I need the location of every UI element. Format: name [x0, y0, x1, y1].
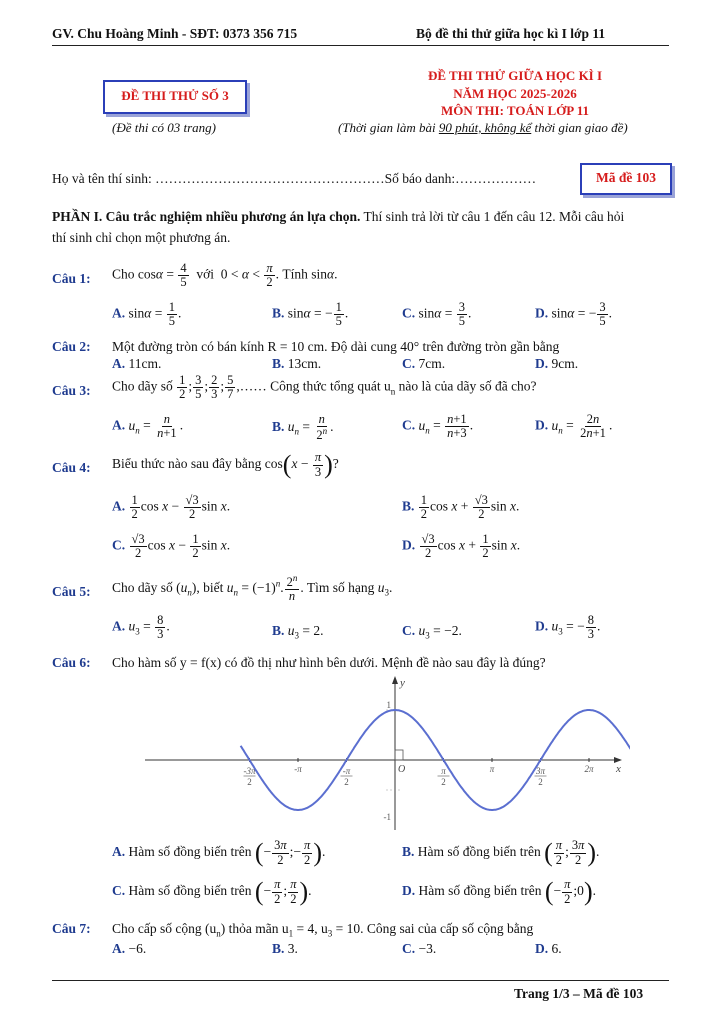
- q3-option-a[interactable]: A. $u_n$ = $\frac{n}{n+1}$ .: [112, 412, 184, 441]
- q3-label: Câu 3:: [52, 383, 91, 398]
- exam-title: ĐỀ THI THỬ GIỮA HỌC KÌ I: [427, 68, 603, 83]
- x-tick-label-den: 2: [247, 777, 252, 787]
- q7-option-c[interactable]: C. −3.: [402, 941, 437, 956]
- q4-text: Biểu thức nào sau đây bằng cos(x − $\frac{\pi}{3}$ )?: [112, 450, 339, 479]
- exam-code: Mã đề 103: [596, 170, 656, 185]
- q7-label: Câu 7:: [52, 921, 91, 936]
- q2-option-a[interactable]: A. 11cm.: [112, 356, 162, 371]
- exam-number: ĐỀ THI THỬ SỐ 3: [121, 88, 229, 103]
- q1-option-d[interactable]: D. sinα = − $\frac{3}{5}$ .: [535, 300, 612, 329]
- subject: MÔN THI: TOÁN LỚP 11: [440, 103, 590, 118]
- q1-text: Cho cosα = $\frac{4}{5}$ với 0 < α < $\frac{\pi}{2}$ . Tính sinα.: [112, 261, 338, 290]
- y-axis-label: y: [400, 677, 405, 689]
- part1-desc: thí sinh chỉ chọn một phương án.: [52, 230, 231, 245]
- q6-graph: [140, 672, 630, 837]
- q6-text: Cho hàm số y = f(x) có đồ thị như hình bên dưới. Mệnh đề nào sau đây là đúng?: [112, 655, 546, 670]
- q6-label: Câu 6:: [52, 655, 91, 670]
- q2-option-b[interactable]: B. 13cm.: [272, 356, 322, 371]
- q1-label: Câu 1:: [52, 271, 91, 286]
- q7-option-a[interactable]: A. −6.: [112, 941, 147, 956]
- q5-option-c[interactable]: C. $u_3 = -2$.: [402, 623, 462, 641]
- q3-option-c[interactable]: C. $u_n$ = $\frac{n+1}{n+3}$ .: [402, 412, 474, 441]
- q5-option-b[interactable]: B. $u_3 = 2$.: [272, 623, 324, 641]
- header-author: GV. Chu Hoàng Minh - SĐT: 0373 356 715: [52, 26, 298, 41]
- q6-option-b[interactable]: B. Hàm số đồng biến trên ( $\frac{\pi}{2}$ ; $\frac{3\pi}{2}$ ).: [402, 838, 600, 867]
- q3-option-d[interactable]: D. $u_n$ = $\frac{2n}{2n+1}$ .: [535, 412, 613, 441]
- header-series: Bộ đề thi thử giữa học kì I lớp 11: [416, 26, 606, 41]
- q3-option-b[interactable]: B. $u_n$ = $\frac{n}{2^n}$ .: [272, 412, 334, 443]
- q7-option-d[interactable]: D. 6.: [535, 941, 562, 956]
- q4-label: Câu 4:: [52, 460, 91, 475]
- q2-text: Một đường tròn có bán kính R = 10 cm. Độ dài cung 40° trên đường tròn gần bằng: [112, 339, 560, 354]
- q5-label: Câu 5:: [52, 584, 91, 599]
- q6-option-c[interactable]: C. Hàm số đồng biến trên (− $\frac{\pi}{2}$ ; $\frac{\pi}{2}$ ).: [112, 877, 312, 906]
- q6-option-a[interactable]: A. Hàm số đồng biến trên (− $\frac{3\pi}{2}$ ;− $\frac{\pi}{2}$ ).: [112, 838, 326, 867]
- x-tick-label: -π: [342, 766, 351, 776]
- q4-option-c[interactable]: C. $\frac{√3}{2}$ cos x − $\frac{1}{2}$ sin x.: [112, 532, 231, 561]
- q7-text: Cho cấp số cộng $(u_n)$ thỏa mãn $u_1 = 4$, $u_3 = 10$. Công sai của cấp số cộng bằng: [112, 921, 534, 939]
- q6-option-d[interactable]: D. Hàm số đồng biến trên (− $\frac{\pi}{2}$ ;0).: [402, 877, 596, 906]
- right-angle-mark: [395, 750, 403, 760]
- student-info-line: Họ và tên thí sinh: ……………………………………………Số báo danh:………………: [52, 171, 537, 186]
- q1-option-c[interactable]: C. sinα = $\frac{3}{5}$ .: [402, 300, 472, 329]
- q2-option-c[interactable]: C. 7cm.: [402, 356, 446, 371]
- q3-text: Cho dãy số $\frac{1}{2}$ ; $\frac{3}{5}$ ; $\frac{2}{3}$ ; $\frac{5}{7}$ ,…… Công thức tổng quát $u_n$ nào là của dãy số đã cho?: [112, 373, 537, 402]
- x-tick-label: -π: [294, 764, 302, 774]
- part1-heading: PHẦN I. Câu trắc nghiệm nhiều phương án lựa chọn. Thí sinh trả lời từ câu 1 đến câu 12. Mỗi câu hỏi: [52, 209, 625, 224]
- q2-option-d[interactable]: D. 9cm.: [535, 356, 579, 371]
- q4-option-b[interactable]: B. $\frac{1}{2}$ cos x + $\frac{√3}{2}$ sin x.: [402, 493, 520, 522]
- q7-option-b[interactable]: B. 3.: [272, 941, 298, 956]
- x-tick-label-den: 2: [538, 777, 543, 787]
- q4-option-a[interactable]: A. $\frac{1}{2}$ cos x − $\frac{√3}{2}$ sin x.: [112, 493, 231, 522]
- x-tick-label-den: 2: [441, 777, 446, 787]
- y-tick-label: -1: [383, 812, 391, 822]
- pages-note: (Đề thi có 03 trang): [112, 120, 216, 135]
- q1-option-a[interactable]: A. sinα = $\frac{1}{5}$ .: [112, 300, 182, 329]
- x-tick-label: -3π: [243, 766, 256, 776]
- q2-label: Câu 2:: [52, 339, 91, 354]
- q1-option-b[interactable]: B. sinα = − $\frac{1}{5}$ .: [272, 300, 349, 329]
- origin-label: O: [398, 764, 406, 775]
- school-year: NĂM HỌC 2025-2026: [453, 86, 577, 101]
- q4-option-d[interactable]: D. $\frac{√3}{2}$ cos x + $\frac{1}{2}$ sin x.: [402, 532, 521, 561]
- x-axis-label: x: [616, 763, 621, 775]
- x-tick-label-den: 2: [344, 777, 349, 787]
- q5-option-d[interactable]: D. $u_3$ = − $\frac{8}{3}$ .: [535, 613, 601, 642]
- x-tick-label: π: [441, 766, 446, 776]
- y-tick-label: 1: [386, 700, 391, 710]
- q5-option-a[interactable]: A. $u_3$ = $\frac{8}{3}$ .: [112, 613, 170, 642]
- y-axis-arrow: [392, 676, 398, 684]
- x-tick-label: 2π: [584, 764, 594, 774]
- x-tick-label: 3π: [535, 766, 546, 776]
- q5-text: Cho dãy số $(u_n)$, biết $u_n = (-1)^n$. $\frac{2^n}{n}$ . Tìm số hạng $u_3$.: [112, 573, 393, 604]
- footer-page: Trang 1/3 – Mã đề 103: [514, 986, 644, 1001]
- x-tick-label: π: [489, 764, 495, 774]
- time-note: (Thời gian làm bài 90 phút, không kể thời gian giao đề): [338, 120, 628, 135]
